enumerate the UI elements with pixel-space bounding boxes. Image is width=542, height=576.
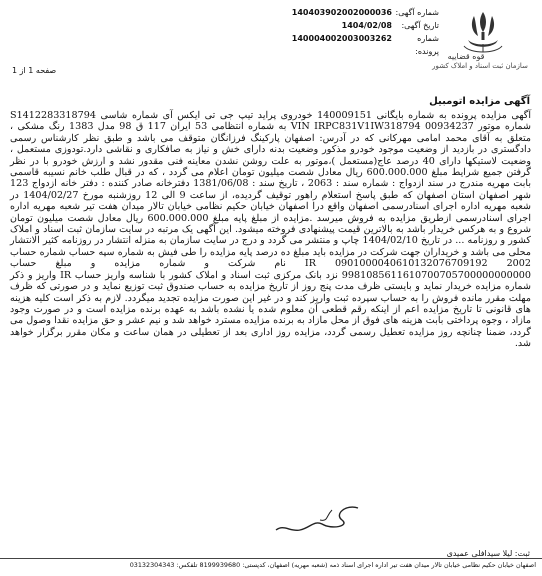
notice-date-label: تاریخ آگهی: — [401, 21, 439, 30]
notice-date: 1404/02/08 — [341, 21, 392, 30]
signer-name: ثبت: لیلا سیدافلی عمیدی — [446, 549, 530, 558]
notice-number-label: شماره آگهی: — [395, 8, 439, 17]
header-values — [262, 6, 392, 45]
notice-body: آگهی مزایده پرونده به شماره بایگانی 140009151 خودروی پراید تیپ جی تی ایکس آی شماره شاسی S1412283318794 شماره موتور 00934237 VIN IRPC831V1IW318794 به شماره انتظامی 53 ایران 117 ق 98 مدل 1383 رنگ مشکی ، متعلق به آقای محمد امامی مهرکانی که در آدرس: اصفهان پارکینگ فرزانگان متوقف می باشد و طبق نظر کارشناس رسمی دادگستری در بازدید از وضعیت موجود خودرو مذکور وضعیت بدنه دارای خش و نیاز به صافکاری و نقاشی دارد.تودوزی مستعمل ، وضعیت لاستیکها دارای 40 درصد عاج(مستعمل )،موتور به علت روشن نشدن معاینه فنی مقدور نشد و ارزش خودرو با در نظر گرفتن جمیع شرایط مبلغ 600.000.000 ریال معادل شصت میلیون تومان اعلام می گردد ، که در قبال طلب خانم نسیبه قاسمی بابت مهریه مندرج در سند ازدواج : شماره سند : 2063 ، تاریخ سند : 1381/06/08 دفترخانه صادر کننده : دفتر خانه ازدواج 123 شهر اصفهان استان اصفهان که طبق پاسخ استعلام راهور توقیف گردیده، از ساعت 9 الی 12 روزشنبه مورخ 1404/02/27 در شعبه مهریه اداره اجرای اسنادرسمی اصفهان واقع درا اصفهان خیابان حکیم نظامی خیابان تالار میدان هفت تیر شعبه مهریه اداره اجرای اسنادرسمی ازطریق مزایده به فروش میرسد .مزایده از مبلغ پایه مبلغ 600.000.000 ریال معادل شصت میلیون تومان شروع و به هرکس خریدار باشد به بالاترین قیمت پیشنهادی فروخته میشود. این آگهی یک مرتبه در سایت سازمان ثبت اسناد و املاک کشور و روزنامه ... در تاریخ 1404/02/10 چاپ و منتشر می گردد و درج در سایت سازمان به منزله انتشار در روزنامه کثیر الانتشار محلی می باشد و خریداران جهت شرکت در مزایده باید مبلغ ده درصد پایه مزایده را طی فیش به شماره سپه حساب شماره حساب 2002 0901000040610132076709192 IR نام شرکت و شماره مزایده و مبلغ حساب 9981085611610700705700000000000 نزد بانک مرکزی ثبت اسناد و املاک کشور با شناسه واریز حساب IR واریز و ذکر شماره مزایده خریدار نماید و بایستی ظرف مدت پنج روز از تاریخ مزایده به حساب صندوق ثبت توزیع نماید و در صورتی که ظرف مهلت مقرر مانده فروش را به حساب سپرده ثبت واریز کند و در غیر این صورت مزایده تجدید میگردد. لازم به ذکر است کلیه هزینه های قانونی تا تاریخ مزایده اعم از اینکه رقم قطعی آن معلوم شده یا نشده باشد به عهده برنده مزایده است و در صورت وجود مازاد ، وجوه پرداختی بابت هزینه های فوق از محل مازاد به برنده مزایده مسترد خواهد شد و نیم عشر و حق مزایده نقدا وصول می گردد، ضمنا چنانچه روز مزایده تعطیل رسمی گردد، مزایده روز اداری بعد از تعطیلی در همان ساعت و مکان مقرر برگزار خواهد شد. — [10, 110, 532, 350]
org-main-name: سازمان ثبت اسناد و املاک کشور — [432, 62, 528, 70]
case-number-label: شماره پرونده: — [415, 34, 439, 56]
org-sub-name: قوه قضاییه — [447, 52, 485, 61]
signature-icon — [262, 500, 372, 540]
notice-number: 140403902002000036 — [291, 8, 392, 17]
page-number: صفحه 1 از 1 — [12, 66, 57, 75]
notice-title: آگهی مزایده اتومبیل — [429, 96, 530, 107]
footer-address: اصفهان خیابان حکیم نظامی خیابان تالار میدان هفت تیر اداره اجرای اسناد ذمه (شعبه مهریه) اصفهان، کدپستی: 8199939680 تلفکس: 03132304343 — [129, 561, 536, 569]
header-labels — [394, 6, 439, 58]
footer-rule — [0, 558, 542, 559]
case-number: 140004002003003262 — [291, 34, 392, 43]
